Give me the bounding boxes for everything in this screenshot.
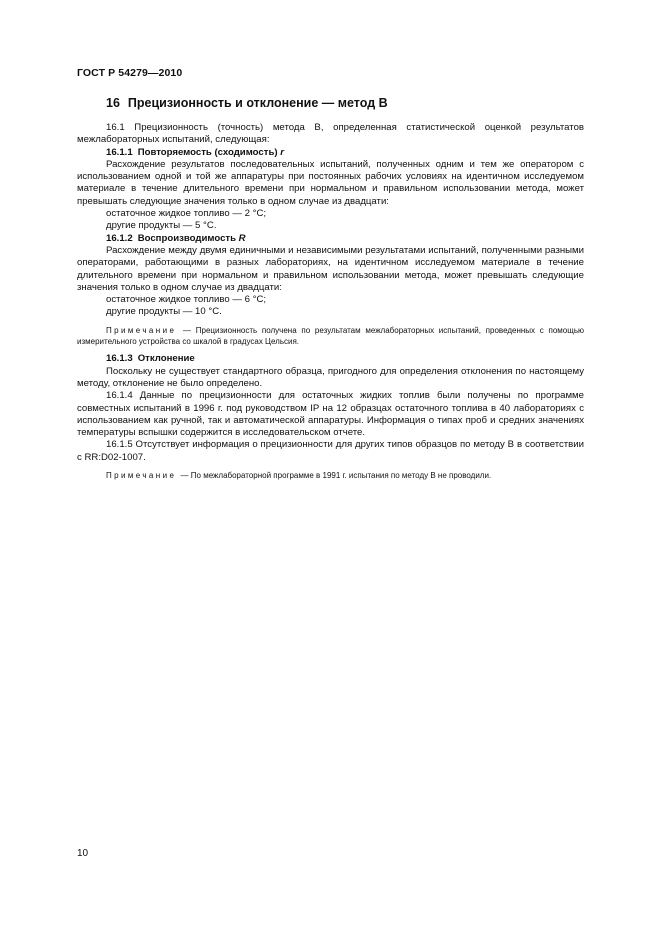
subsection-number: 16.1.1 <box>106 146 133 158</box>
list-item: другие продукты — 10 °С. <box>106 306 222 318</box>
paragraph-16-1-5: 16.1.5 Отсутствует информация о прецизионности для других типов образцов по методу В в соответствии с RR:D02-1007. <box>77 439 584 463</box>
subsection-heading-16-1-1 <box>77 147 584 159</box>
paragraph-16-1-4: 16.1.4 Данные по прецизионности для остаточных жидких топлив были получены по программе совместных испытаний в 1996 г. под руководством IP на 12 образцах остаточного топлива в 40 лабораториях с использованием как ручной, так и автоматической аппаратуры. Информация о типах проб и средних значениях температуры вспышки содержится в исследовательском отчете. <box>77 390 584 439</box>
note-2 <box>77 470 584 481</box>
paragraph-16-1-1: Расхождение результатов последовательных испытаний, полученных одним и тем же оператором с использованием одной и той же аппаратуры при постоянных рабочих условиях на идентичном исследуемом материале в течение длительного времени при нормальном и правильном использовании метода, может превышать следующие значения только в одном случае из двадцати: <box>77 158 584 207</box>
paragraph-16-1: 16.1 Прецизионность (точность) метода В, определенная статистической оценкой результатов межлабораторных испытаний, следующая: <box>77 122 584 146</box>
section-heading <box>106 96 388 110</box>
subsection-heading-16-1-3 <box>77 353 584 365</box>
subsection-title: Отклонение <box>137 353 195 365</box>
standard-designation: ГОСТ Р 54279—2010 <box>77 67 183 79</box>
subsection-title: Воспроизводимость <box>137 232 236 244</box>
subsection-symbol: R <box>238 232 246 244</box>
subsection-number: 16.1.2 <box>106 232 133 244</box>
subsection-symbol: r <box>280 146 284 158</box>
list-item: остаточное жидкое топливо — 6 °С; <box>106 294 267 306</box>
subsection-title: Повторяемость (сходимость) <box>137 146 278 158</box>
page-number: 10 <box>77 848 89 859</box>
section-body <box>77 122 584 487</box>
paragraph-16-1-3: Поскольку не существует стандартного образца, пригодного для определения отклонения по настоящему методу, отклонение не было определено. <box>77 365 584 389</box>
section-title: Прецизионность и отклонение — метод В <box>127 96 388 110</box>
note-label: Примечание <box>106 471 177 481</box>
note-label: Примечание <box>106 325 177 335</box>
note-1 <box>77 325 584 348</box>
list-item: остаточное жидкое топливо — 2 °С; <box>106 208 267 220</box>
subsection-heading-16-1-2 <box>77 233 584 245</box>
subsection-number: 16.1.3 <box>106 353 133 365</box>
section-number: 16 <box>106 96 120 110</box>
note-text: — Прецизионность получена по результатам межлабораторных испытаний, проведенных с помощью измерительного устройства со шкалой в градусах Цельсия. <box>77 325 584 347</box>
list-item: другие продукты — 5 °С. <box>106 220 217 232</box>
paragraph-16-1-2: Расхождение между двумя единичными и независимыми результатами испытаний, полученными разными операторами, работающими в разных лабораториях, на идентичном исследуемом материале в течение длительного времени при нормальном и правильном использовании метода, может превышать следующие значения только в одном случае из двадцати: <box>77 244 584 293</box>
note-text: — По межлабораторной программе в 1991 г. испытания по методу В не проводили. <box>180 471 492 481</box>
